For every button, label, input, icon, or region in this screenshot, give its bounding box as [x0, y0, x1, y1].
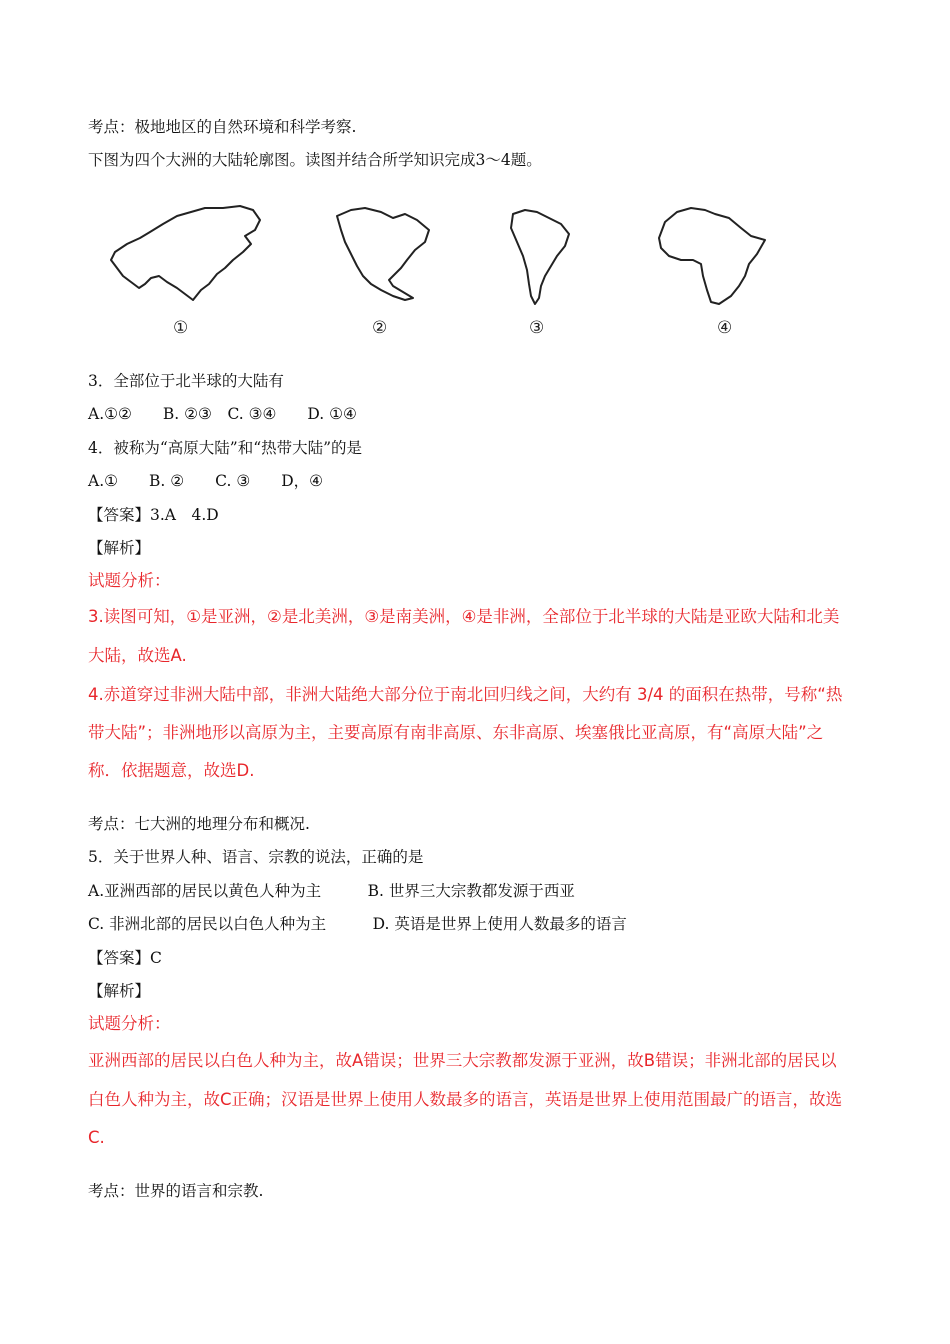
analysis-heading-2: 【解析】 [88, 982, 151, 1000]
question-5-options-ab: A.亚洲西部的居民以黄色人种为主 B. 世界三大宗教都发源于西亚 [88, 882, 575, 900]
analysis-4-line-1: 4.赤道穿过非洲大陆中部，非洲大陆绝大部分位于南北回归线之间，大约有 3/4 的面积在热带，号称“热 [88, 685, 843, 704]
analysis-3-line-2: 大陆，故选A. [88, 646, 187, 665]
question-4: 4．被称为“高原大陆”和“热带大陆”的是 [88, 439, 363, 457]
analysis-5-line-2: 白色人种为主，故C正确；汉语是世界上使用人数最多的语言，英语是世界上使用范围最广的语言，故选 [88, 1090, 843, 1109]
question-3: 3．全部位于北半球的大陆有 [88, 372, 284, 390]
figure-label-2: ② [372, 318, 388, 338]
continent-3-outline [507, 206, 577, 306]
analysis-4-line-2: 带大陆”；非洲地形以高原为主，主要高原有南非高原、东非高原、埃塞俄比亚高原，有“高原大陆”之 [88, 723, 824, 742]
figure-label-4: ④ [717, 318, 733, 338]
analysis-subheading-1: 试题分析： [88, 571, 171, 590]
analysis-5-line-1: 亚洲西部的居民以白色人种为主，故A错误；世界三大宗教都发源于亚洲，故B错误；非洲北部的居民以 [88, 1051, 837, 1070]
analysis-heading-1: 【解析】 [88, 539, 151, 557]
question-5: 5．关于世界人种、语言、宗教的说法，正确的是 [88, 848, 424, 866]
analysis-4-line-3: 称．依据题意，故选D. [88, 761, 255, 780]
question-5-options-cd: C. 非洲北部的居民以白色人种为主 D. 英语是世界上使用人数最多的语言 [88, 915, 627, 933]
continent-4-outline [653, 202, 773, 310]
continent-1-outline [105, 202, 265, 307]
answer-5: 【答案】C [88, 949, 162, 967]
line-kaodian-2: 考点：七大洲的地理分布和概况. [88, 815, 310, 833]
question-3-options: A.①② B. ②③ C. ③④ D. ①④ [88, 405, 357, 423]
analysis-subheading-2: 试题分析： [88, 1014, 171, 1033]
figure-label-1: ① [173, 318, 189, 338]
answer-3-4: 【答案】3.A 4.D [88, 506, 219, 524]
line-kaodian-1: 考点：极地地区的自然环境和科学考察. [88, 118, 357, 136]
continent-outline-figure [95, 200, 875, 345]
question-4-options: A.① B. ② C. ③ D，④ [88, 472, 324, 490]
figure-intro: 下图为四个大洲的大陆轮廓图。读图并结合所学知识完成3～4题。 [88, 151, 542, 169]
line-kaodian-3: 考点：世界的语言和宗教. [88, 1182, 264, 1200]
analysis-3-line-1: 3.读图可知，①是亚洲，②是北美洲，③是南美洲，④是非洲，全部位于北半球的大陆是亚欧大陆和北美 [88, 607, 840, 626]
figure-label-3: ③ [529, 318, 545, 338]
continent-2-outline [333, 204, 438, 304]
analysis-5-line-3: C. [88, 1128, 105, 1147]
